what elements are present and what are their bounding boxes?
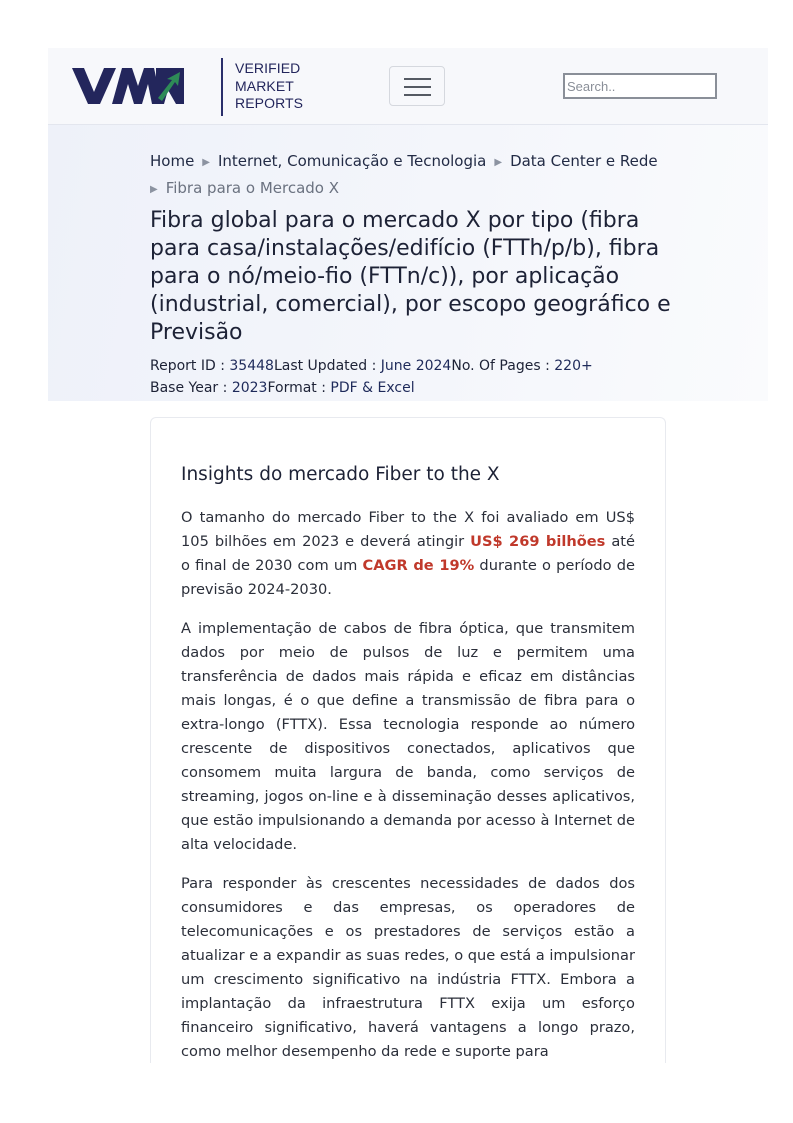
insights-heading: Insights do mercado Fiber to the X [181, 464, 500, 485]
format-value: PDF & Excel [330, 380, 415, 396]
breadcrumb [150, 149, 690, 203]
vmr-logo[interactable] [72, 56, 304, 116]
menu-toggle-button[interactable] [389, 66, 445, 106]
format-label: Format : [267, 380, 331, 396]
breadcrumb-subcategory[interactable]: Data Center e Rede [510, 152, 658, 170]
insights-paragraph-1: O tamanho do mercado Fiber to the X foi avaliado em US$ 105 bilhões em 2023 e deverá atingir US$ 269 bilhões até o final de 2030 com um CAGR de 19% durante o período de previsão 2024-2030. [181, 509, 635, 598]
logo-wordmark: VERIFIED MARKET REPORTS [235, 60, 304, 111]
cagr-highlight: CAGR de 19% [362, 557, 475, 574]
page-bottom-margin [150, 1063, 666, 1123]
pages-label: No. Of Pages : [451, 358, 555, 374]
chevron-right-icon: ▶ [494, 157, 503, 168]
last-updated-label: Last Updated : [273, 358, 381, 374]
base-year-label: Base Year : [150, 380, 232, 396]
site-header [48, 48, 768, 125]
base-year-value: 2023 [231, 380, 268, 396]
insights-paragraph-2: A implementação de cabos de fibra óptica, que transmitem dados por meio de pulsos de luz e permitem uma transferência de dados mais rápida e eficaz em distâncias mais longas, é o que define a transmissão de fibra para o extra-longo (FTTX). Essa tecnologia responde ao número crescente de dispositivos conectados, aplicativos que consomem muita largura de banda, como serviços de streaming, jogos on-line e à disseminação desses aplicativos, que estão impulsionando a demanda por acesso à Internet de alta velocidade. [181, 620, 635, 853]
market-size-highlight: US$ 269 bilhões [470, 533, 606, 550]
breadcrumb-current: Fibra para o Mercado X [165, 179, 340, 197]
vmr-logo-mark [72, 68, 184, 104]
search-input[interactable] [563, 73, 717, 99]
breadcrumb-category[interactable]: Internet, Comunicação e Tecnologia [218, 152, 487, 170]
chevron-right-icon: ▶ [202, 157, 210, 168]
chevron-right-icon: ▶ [150, 184, 158, 195]
last-updated-value: June 2024 [380, 358, 452, 374]
report-id-value: 35448 [229, 358, 274, 374]
insights-body [181, 506, 635, 1079]
report-id-label: Report ID : [150, 358, 230, 374]
pages-value: 220+ [554, 358, 593, 374]
breadcrumb-home[interactable]: Home [150, 152, 195, 170]
report-meta [150, 355, 690, 399]
report-hero [48, 125, 768, 401]
logo-divider [221, 58, 223, 116]
page-title: Fibra global para o mercado X por tipo (fibra para casa/instalações/edifício (FTTh/p/b), fibra para o nó/meio-fio (FTTn/c)), por aplicação (industrial, comercial), por escopo geográfico e Previsão [150, 208, 671, 345]
insights-card [150, 417, 666, 1123]
insights-paragraph-3: Para responder às crescentes necessidades de dados dos consumidores e das empresas, os operadores de telecomunicações e os prestadores de serviços estão a atualizar e a expandir as suas redes, o que está a impulsionar um crescimento significativo na indústria FTTX. Embora a implantação da infraestrutura FTTX exija um esforço financeiro significativo, haverá vantagens a longo prazo, como melhor desempenho da rede e suporte para [181, 875, 635, 1060]
